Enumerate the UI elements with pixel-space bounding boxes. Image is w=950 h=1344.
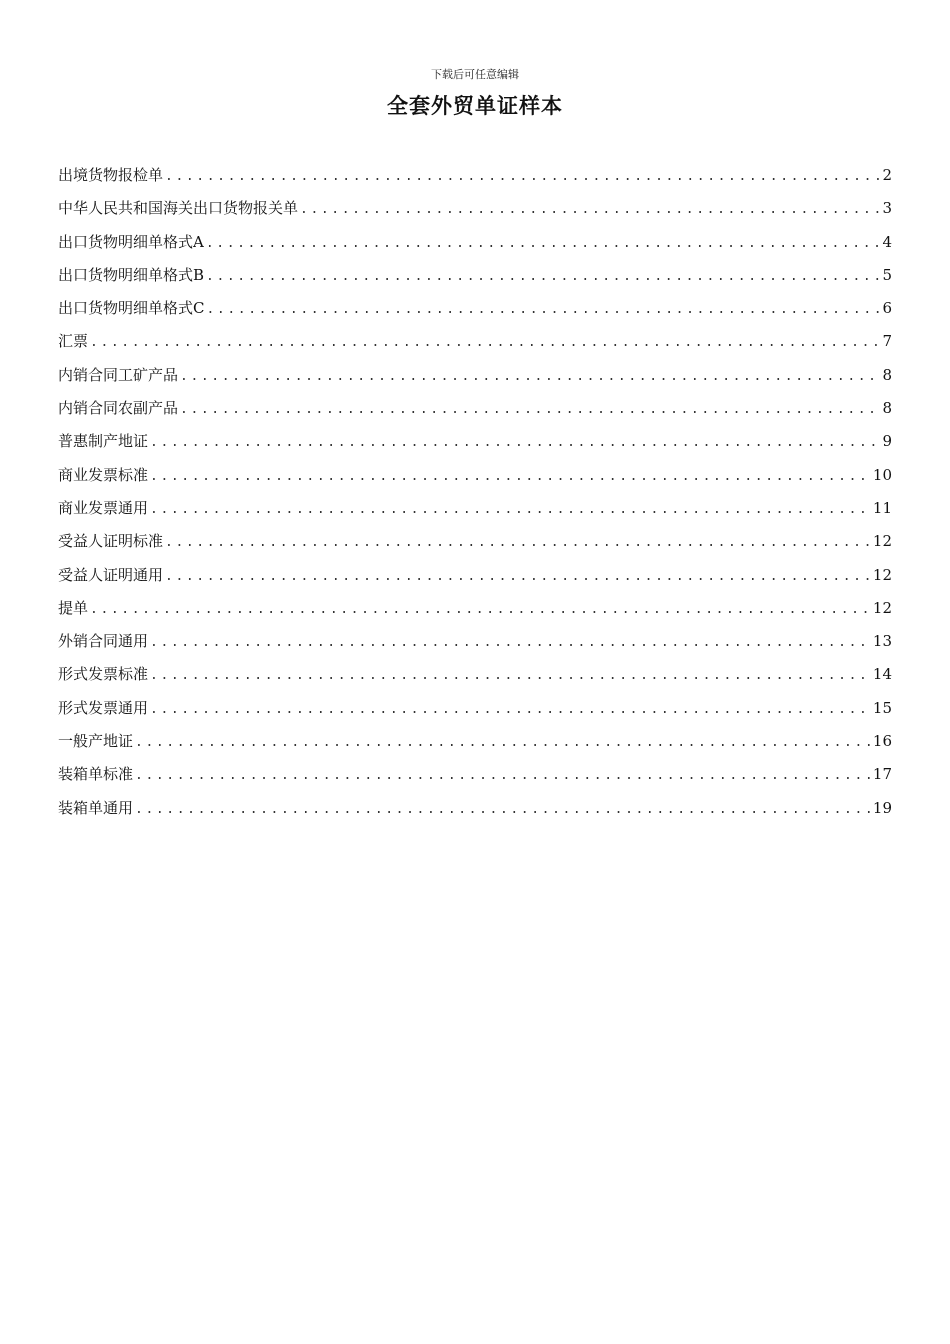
toc-dot-leader	[150, 498, 871, 522]
toc-dot-leader	[206, 265, 880, 289]
toc-dot-leader	[90, 331, 880, 355]
toc-entry[interactable]	[58, 230, 892, 263]
toc-entry[interactable]	[58, 696, 892, 729]
toc-dot-leader	[206, 232, 881, 256]
toc-dot-leader	[150, 431, 880, 455]
toc-entry[interactable]	[58, 363, 892, 396]
toc-entry-page: 16	[872, 732, 892, 751]
toc-entry-label: 装箱单通用	[58, 798, 134, 817]
toc-entry-page: 12	[872, 532, 892, 551]
toc-entry-label: 商业发票通用	[58, 498, 149, 517]
toc-entry-page: 11	[872, 498, 892, 517]
toc-entry-label: 一般产地证	[58, 732, 134, 751]
toc-entry[interactable]	[58, 296, 892, 329]
toc-entry-label: 外销合同通用	[58, 632, 149, 651]
toc-entry-page: 15	[872, 698, 892, 717]
toc-dot-leader	[165, 565, 871, 589]
toc-entry[interactable]	[58, 762, 892, 795]
toc-entry-page: 17	[872, 765, 892, 784]
toc-entry-label: 出口货物明细单格式B	[58, 265, 205, 284]
toc-entry[interactable]	[58, 463, 892, 496]
toc-dot-leader	[90, 598, 871, 622]
toc-entry-label: 装箱单标准	[58, 765, 134, 784]
toc-entry-label: 内销合同农副产品	[58, 399, 179, 418]
toc-entry[interactable]	[58, 529, 892, 562]
toc-dot-leader	[135, 731, 871, 755]
toc-entry-page: 13	[872, 632, 892, 651]
table-of-contents	[58, 163, 892, 829]
toc-entry[interactable]	[58, 429, 892, 462]
toc-entry[interactable]	[58, 596, 892, 629]
toc-entry-page: 12	[872, 598, 892, 617]
toc-dot-leader	[206, 298, 880, 322]
page-title: 全套外贸单证样本	[387, 94, 563, 118]
toc-entry-page: 8	[882, 365, 892, 384]
toc-entry-label: 中华人民共和国海关出口货物报关单	[58, 199, 299, 218]
header-note: 下载后可任意编辑	[431, 68, 519, 81]
toc-entry[interactable]	[58, 729, 892, 762]
toc-entry-label: 出口货物明细单格式C	[58, 299, 205, 318]
toc-entry-page: 4	[882, 232, 892, 251]
toc-entry-label: 提单	[58, 598, 89, 617]
toc-entry-page: 12	[872, 565, 892, 584]
toc-entry-label: 汇票	[58, 332, 89, 351]
toc-entry-page: 8	[882, 399, 892, 418]
toc-entry-page: 5	[882, 265, 892, 284]
toc-entry-page: 7	[882, 332, 892, 351]
toc-entry-label: 受益人证明标准	[58, 532, 164, 551]
toc-entry-page: 6	[882, 299, 892, 318]
toc-dot-leader	[135, 798, 871, 822]
toc-dot-leader	[150, 631, 871, 655]
toc-entry-page: 2	[882, 166, 892, 184]
toc-entry[interactable]	[58, 163, 892, 196]
toc-dot-leader	[135, 764, 871, 788]
toc-entry-page: 10	[872, 465, 892, 484]
toc-entry[interactable]	[58, 196, 892, 229]
toc-entry-label: 出口货物明细单格式A	[58, 232, 204, 251]
toc-entry-label: 内销合同工矿产品	[58, 365, 179, 384]
toc-dot-leader	[150, 664, 871, 688]
toc-dot-leader	[150, 698, 871, 722]
toc-dot-leader	[165, 165, 880, 189]
toc-entry[interactable]	[58, 496, 892, 529]
toc-dot-leader	[150, 465, 871, 489]
toc-entry[interactable]	[58, 396, 892, 429]
toc-entry-label: 出境货物报检单	[58, 166, 164, 184]
toc-entry-label: 形式发票通用	[58, 698, 149, 717]
toc-entry-page: 19	[872, 798, 892, 817]
toc-entry-page: 3	[882, 199, 892, 218]
toc-dot-leader	[180, 398, 880, 422]
toc-entry[interactable]	[58, 796, 892, 829]
toc-dot-leader	[165, 531, 871, 555]
toc-entry-page: 14	[872, 665, 892, 684]
toc-dot-leader	[300, 198, 880, 222]
toc-entry[interactable]	[58, 329, 892, 362]
toc-entry[interactable]	[58, 263, 892, 296]
toc-entry-page: 9	[882, 432, 892, 451]
toc-entry[interactable]	[58, 563, 892, 596]
toc-entry-label: 受益人证明通用	[58, 565, 164, 584]
toc-entry-label: 商业发票标准	[58, 465, 149, 484]
toc-entry[interactable]	[58, 629, 892, 662]
toc-entry-label: 形式发票标准	[58, 665, 149, 684]
toc-entry[interactable]	[58, 662, 892, 695]
toc-entry-label: 普惠制产地证	[58, 432, 149, 451]
toc-dot-leader	[180, 365, 880, 389]
